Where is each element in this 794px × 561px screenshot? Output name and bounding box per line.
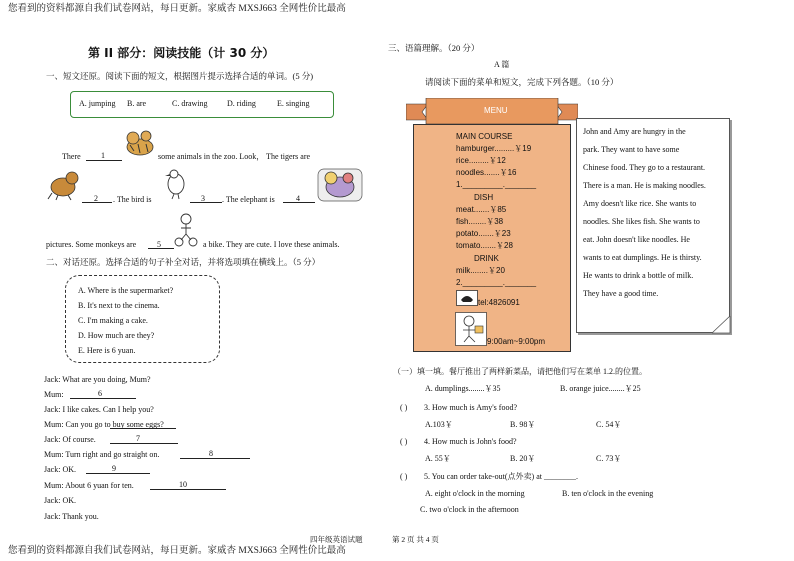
monkey-bike-picture	[172, 212, 200, 248]
fill-option-b: B. orange juice........￥25	[560, 384, 641, 393]
menu-item: fish........￥38	[456, 217, 504, 226]
dialog-option-e: E. Here is 6 yuan.	[78, 346, 136, 355]
passage-line: There is a man. He is making noodles.	[583, 181, 706, 190]
menu-item: MAIN COURSE	[456, 132, 513, 141]
section2-heading: 二、对话还原。选择合适的句子补全对话，并将选项填在横线上。（5 分）	[46, 257, 321, 267]
q3-option-a[interactable]: A.103￥	[425, 420, 453, 429]
blank-number: 3	[201, 194, 205, 203]
passage-line: wants to eat dumplings. He is thirsty.	[583, 253, 702, 262]
section3-heading: 三、语篇理解。（20 分）	[388, 43, 480, 53]
elephant-picture	[316, 165, 364, 205]
dialog-option-d: D. How much are they?	[78, 331, 155, 340]
blank-6[interactable]	[70, 398, 136, 399]
dialog-line: Mum: Turn right and go straight on.	[44, 450, 160, 459]
blank-number: 7	[136, 434, 140, 443]
q4-option-b[interactable]: B. 20￥	[510, 454, 536, 463]
menu-item: potato.......￥23	[456, 229, 511, 238]
passage-line: They have a good time.	[583, 289, 659, 298]
passage-text: . The elephant is	[222, 195, 275, 204]
blank-number: 10	[179, 480, 187, 489]
passage-note	[576, 118, 730, 333]
menu-banner-label: MENU	[484, 106, 508, 115]
answer-paren[interactable]: ( )	[400, 472, 408, 481]
menu-item: meat.......￥85	[456, 205, 507, 214]
menu-item: noodles.......￥16	[456, 168, 517, 177]
footer-page-number: 第 2 页 共 4 页	[392, 535, 439, 544]
part-title: 第 II 部分：阅读技能（计 30 分）	[88, 46, 275, 60]
tigers-picture	[124, 127, 156, 157]
fill-heading: （一）填一填。餐厅推出了两样新菜品，请把他们写在菜单 1.2.的位置。	[393, 367, 647, 376]
option-c: C. drawing	[172, 99, 208, 108]
passage-line: eat. John doesn't like noodles. He	[583, 235, 690, 244]
dialog-option-a: A. Where is the supermarket?	[78, 286, 174, 295]
blank-number: 4	[296, 194, 300, 203]
section3-subheading: A 篇	[494, 60, 510, 69]
bird-picture	[160, 166, 190, 200]
dialog-line: Jack: Thank you.	[44, 512, 99, 521]
q3-option-c[interactable]: C. 54￥	[596, 420, 622, 429]
blank-10[interactable]	[150, 489, 226, 490]
footer-subject: 四年级英语试题	[310, 535, 363, 544]
dialog-line: Jack: OK.	[44, 496, 76, 505]
dialog-line: Jack: I like cakes. Can I help you?	[44, 405, 154, 414]
menu-blank-2[interactable]: 2._________._______	[456, 278, 537, 287]
section1-options-box	[70, 91, 334, 118]
underline	[110, 428, 176, 429]
answer-paren[interactable]: ( )	[400, 403, 408, 412]
passage-text: . The bird is	[113, 195, 152, 204]
section3-instruction: 请阅读下面的菜单和短文，完成下列各题。（10 分）	[425, 77, 619, 87]
dialog-line: Jack: OK.	[44, 465, 76, 474]
q4-option-a[interactable]: A. 55￥	[425, 454, 451, 463]
passage-text: pictures. Some monkeys are	[46, 240, 137, 249]
note-folded-corner	[712, 316, 732, 334]
passage-line: He wants to drink a bottle of milk.	[583, 271, 694, 280]
q5-option-c[interactable]: C. two o'clock in the afternoon	[420, 505, 519, 514]
q5-option-b[interactable]: B. ten o'clock in the evening	[562, 489, 654, 498]
blank-8[interactable]	[180, 458, 250, 459]
dialog-line: Mum: Can you go to buy some eggs?	[44, 420, 164, 429]
question-5: 5. You can order take-out(点外卖) at ________.	[424, 472, 578, 481]
passage-line: Amy doesn't like rice. She wants to	[583, 199, 697, 208]
dialog-option-c: C. I'm making a cake.	[78, 316, 148, 325]
passage-line: John and Amy are hungry in the	[583, 127, 686, 136]
passage-line: park. They want to have some	[583, 145, 680, 154]
passage-text: There	[62, 152, 81, 161]
q4-option-c[interactable]: C. 73￥	[596, 454, 622, 463]
option-a: A. jumping	[79, 99, 116, 108]
header-watermark-bottom: 您看到的资料都源自我们试卷网站，每日更新。家威杏 MXSJ663 全网性价比最高	[8, 546, 346, 556]
dialog-line: Jack: Of course.	[44, 435, 96, 444]
section1-heading: 一、短文还原。阅读下面的短文，根据图片提示选择合适的单词。(5 分)	[46, 71, 314, 81]
blank-number: 1	[101, 151, 105, 160]
menu-blank-1[interactable]: 1._________._______	[456, 180, 537, 189]
menu-item: milk........￥20	[456, 266, 505, 275]
dialog-line: Jack: What are you doing, Mum?	[44, 375, 151, 384]
blank-number: 2	[94, 194, 98, 203]
dancing-dog-picture	[44, 167, 82, 201]
blank-number: 8	[209, 449, 213, 458]
q3-option-b[interactable]: B. 98￥	[510, 420, 536, 429]
menu-tel: tel:4826091	[478, 298, 520, 307]
passage-line: Chinese food. They go to a restaurant.	[583, 163, 706, 172]
blank-5[interactable]	[148, 248, 174, 249]
blank-number: 5	[157, 240, 161, 249]
blank-9[interactable]	[86, 473, 150, 474]
q5-option-a[interactable]: A. eight o'clock in the morning	[425, 489, 525, 498]
fill-option-a: A. dumplings........￥35	[425, 384, 501, 393]
option-e: E. singing	[277, 99, 310, 108]
option-d: D. riding	[227, 99, 256, 108]
option-b: B. are	[127, 99, 147, 108]
menu-item: tomato.......￥28	[456, 241, 513, 250]
blank-number: 9	[112, 464, 116, 473]
answer-paren[interactable]: ( )	[400, 437, 408, 446]
dialog-line: Mum:	[44, 390, 64, 399]
blank-number: 6	[98, 389, 102, 398]
menu-hours: 9:00am~9:00pm	[487, 337, 546, 346]
dialog-option-b: B. It's next to the cinema.	[78, 301, 160, 310]
delivery-person-picture	[455, 312, 487, 346]
menu-item: DISH	[474, 193, 494, 202]
passage-text: a bike. They are cute. I love these animals.	[203, 240, 340, 249]
menu-item: hamburger.........￥19	[456, 144, 532, 153]
blank-3[interactable]	[190, 202, 222, 203]
menu-item: rice.........￥12	[456, 156, 506, 165]
menu-item: DRINK	[474, 254, 499, 263]
dialog-line: Mum: About 6 yuan for ten.	[44, 481, 134, 490]
question-3: 3. How much is Amy's food?	[424, 403, 517, 412]
passage-line: noodles. She likes fish. She wants to	[583, 217, 700, 226]
phone-icon	[456, 290, 478, 306]
blank-7[interactable]	[110, 443, 178, 444]
header-watermark-top: 您看到的资料都源自我们试卷网站，每日更新。家威杏 MXSJ663 全网性价比最高	[8, 4, 346, 14]
question-4: 4. How much is John's food?	[424, 437, 517, 446]
passage-text: some animals in the zoo. Look， The tigers are	[158, 152, 311, 161]
